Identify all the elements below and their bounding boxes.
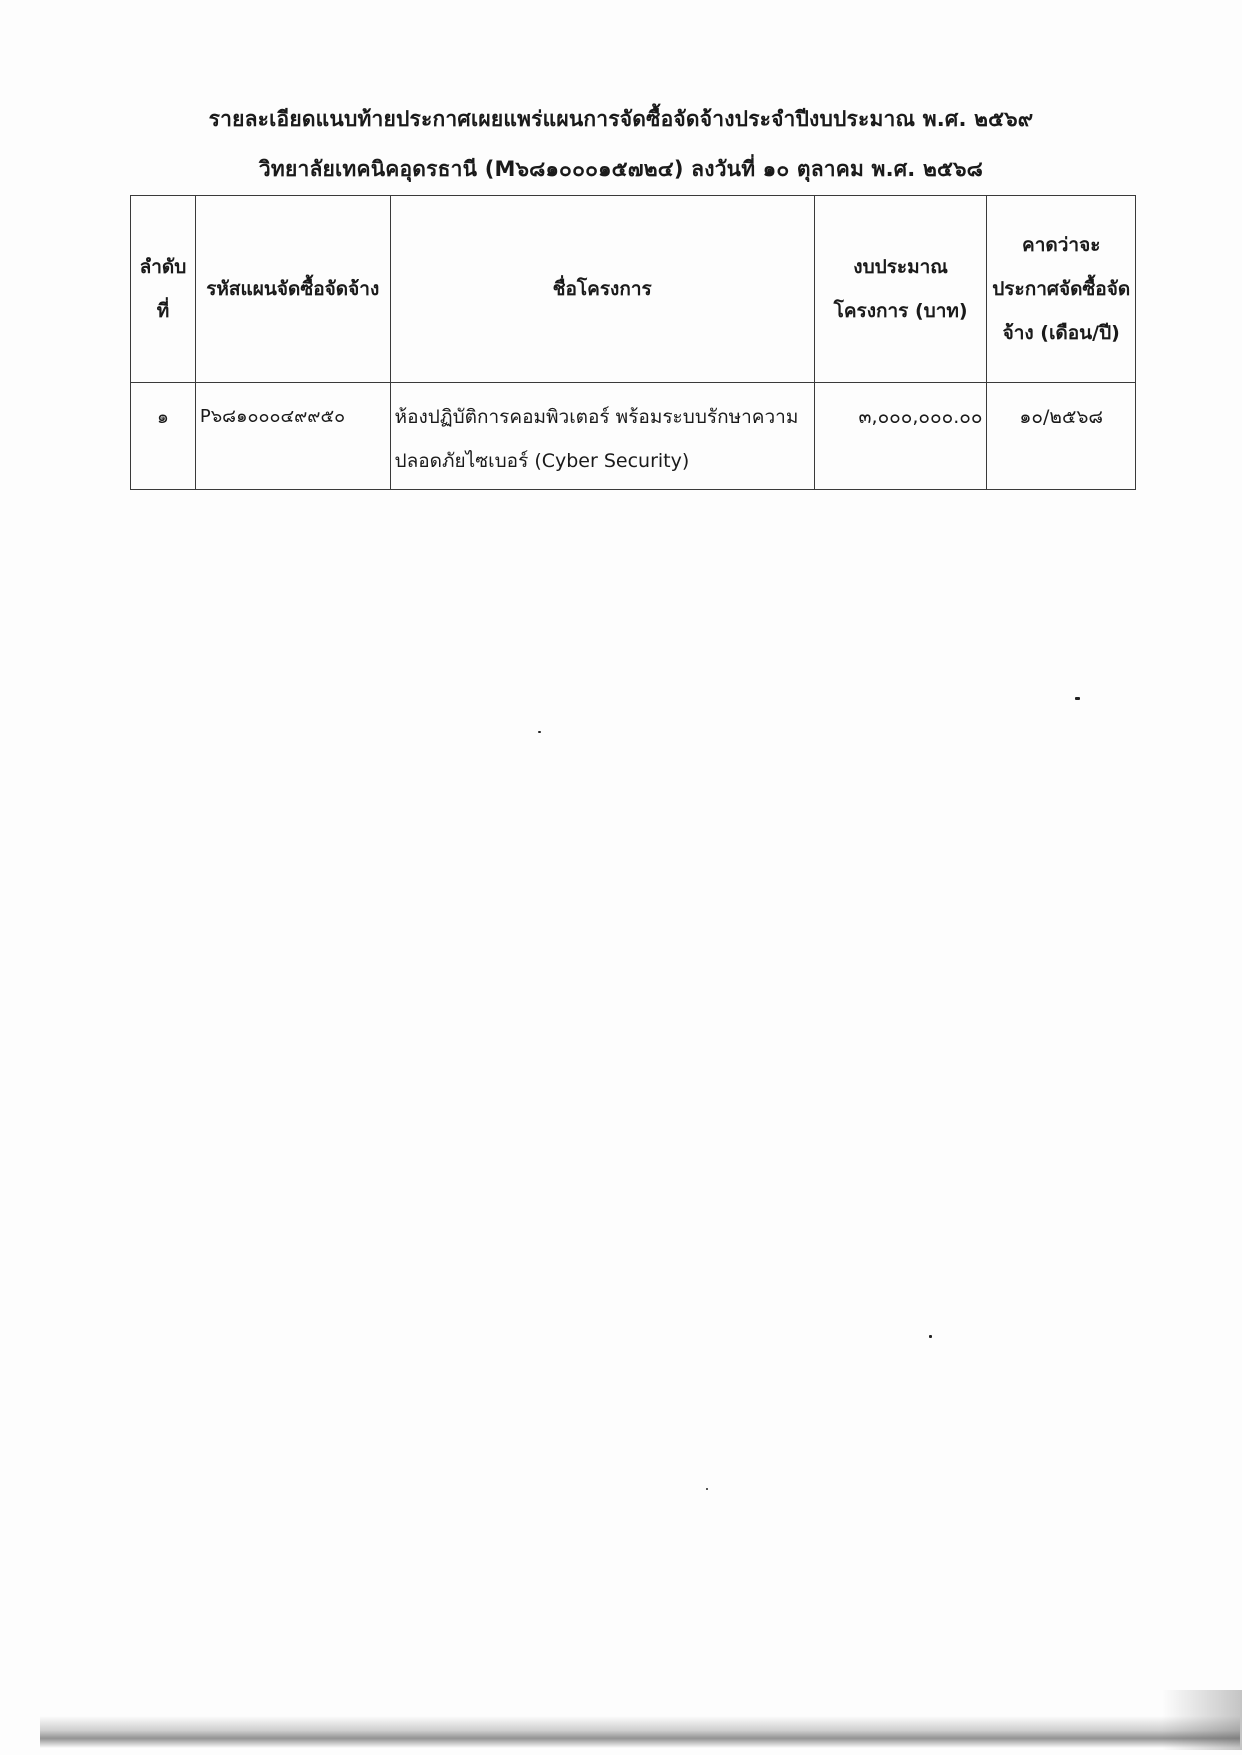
header-plan-code: รหัสแผนจัดซื้อจัดจ้าง (195, 196, 390, 383)
cell-plan-code: P๖๘๑๐๐๐๔๙๙๕๐ (195, 383, 390, 490)
document-title: รายละเอียดแนบท้ายประกาศเผยแพร่แผนการจัดซื้อจัดจ้างประจำปีงบประมาณ พ.ศ. ๒๕๖๙ (208, 107, 1034, 131)
cell-announce-month: ๑๐/๒๕๖๘ (987, 383, 1136, 490)
scan-speck (1075, 697, 1080, 700)
scan-speck (929, 1335, 932, 1338)
header-no: ลำดับที่ (131, 196, 196, 383)
scan-edge-shadow (40, 1716, 1240, 1748)
cell-project-name: ห้องปฏิบัติการคอมพิวเตอร์ พร้อมระบบรักษาความปลอดภัยไซเบอร์ (Cyber Security) (390, 383, 814, 490)
header-project-name: ชื่อโครงการ (390, 196, 814, 383)
table-row (131, 383, 1136, 490)
scan-speck (538, 731, 541, 733)
header-budget: งบประมาณโครงการ (บาท) (814, 196, 987, 383)
header-announce-month: คาดว่าจะประกาศจัดซื้อจัดจ้าง (เดือน/ปี) (987, 196, 1136, 383)
cell-no: ๑ (131, 383, 196, 490)
table-header-row (131, 196, 1136, 383)
scan-speck (706, 1488, 708, 1490)
procurement-plan-table (130, 195, 1136, 490)
scan-corner-shadow (1162, 1690, 1242, 1750)
document-subtitle: วิทยาลัยเทคนิคอุดรธานี (M๖๘๑๐๐๐๑๕๗๒๔) ลงวันที่ ๑๐ ตุลาคม พ.ศ. ๒๕๖๘ (258, 157, 984, 181)
cell-budget: ๓,๐๐๐,๐๐๐.๐๐ (814, 383, 987, 490)
